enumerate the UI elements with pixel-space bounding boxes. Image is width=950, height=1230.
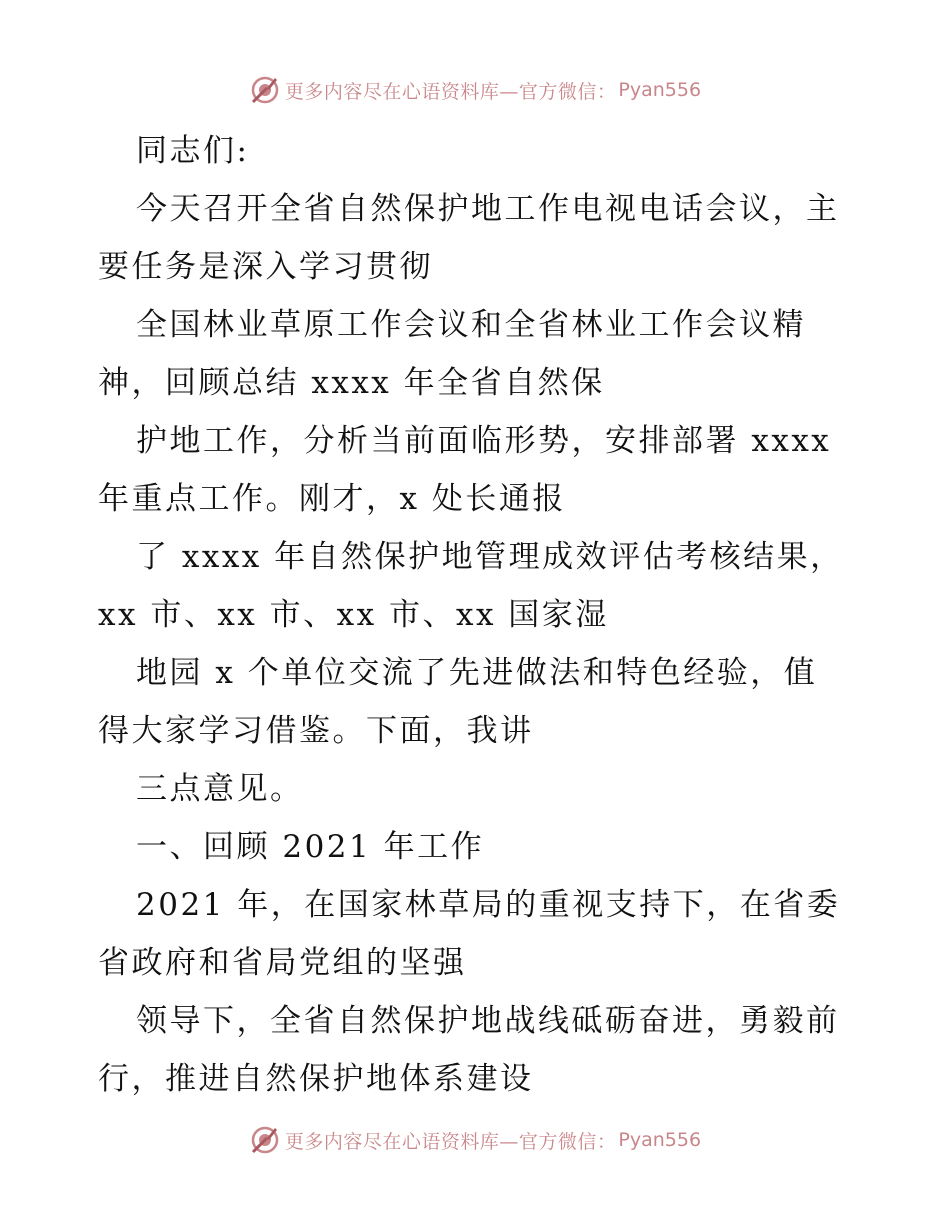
doc-line-13: 一、回顾 2021 年工作 bbox=[136, 829, 485, 865]
doc-line-7: 年重点工作。刚才，x 处长通报 bbox=[98, 481, 566, 517]
watermark-banner-bottom bbox=[0, 1120, 950, 1160]
doc-line-3: 要任务是深入学习贯彻 bbox=[98, 249, 433, 285]
doc-line-17: 行，推进自然保护地体系建设 bbox=[98, 1061, 534, 1097]
doc-line-5: 神，回顾总结 xxxx 年全省自然保 bbox=[98, 365, 605, 401]
doc-line-4: 全国林业草原工作会议和全省林业工作会议精 bbox=[136, 307, 806, 343]
doc-line-14: 2021 年，在国家林草局的重视支持下，在省委 bbox=[136, 887, 841, 923]
doc-line-12: 三点意见。 bbox=[136, 771, 304, 807]
pen-logo-icon bbox=[249, 74, 281, 106]
watermark-handle: Pyan556 bbox=[618, 79, 702, 101]
watermark-text: 更多内容尽在心语资料库—官方微信： bbox=[284, 1130, 617, 1153]
doc-line-11: 得大家学习借鉴。下面，我讲 bbox=[98, 713, 534, 749]
doc-line-8: 了 xxxx 年自然保护地管理成效评估考核结果， bbox=[136, 539, 844, 575]
doc-line-10: 地园 x 个单位交流了先进做法和特色经验，值 bbox=[136, 655, 818, 691]
doc-line-16: 领导下，全省自然保护地战线砥砺奋进，勇毅前 bbox=[136, 1003, 840, 1039]
watermark-banner-top bbox=[0, 70, 950, 110]
doc-line-1: 同志们: bbox=[136, 133, 250, 169]
pen-logo-icon bbox=[249, 1124, 281, 1156]
watermark-text: 更多内容尽在心语资料库—官方微信： bbox=[284, 80, 617, 103]
doc-line-6: 护地工作，分析当前面临形势，安排部署 xxxx bbox=[136, 423, 832, 459]
watermark-handle: Pyan556 bbox=[618, 1129, 702, 1151]
doc-line-15: 省政府和省局党组的坚强 bbox=[98, 945, 467, 981]
doc-line-2: 今天召开全省自然保护地工作电视电话会议，主 bbox=[136, 191, 840, 227]
doc-line-9: xx 市、xx 市、xx 市、xx 国家湿 bbox=[98, 597, 609, 633]
